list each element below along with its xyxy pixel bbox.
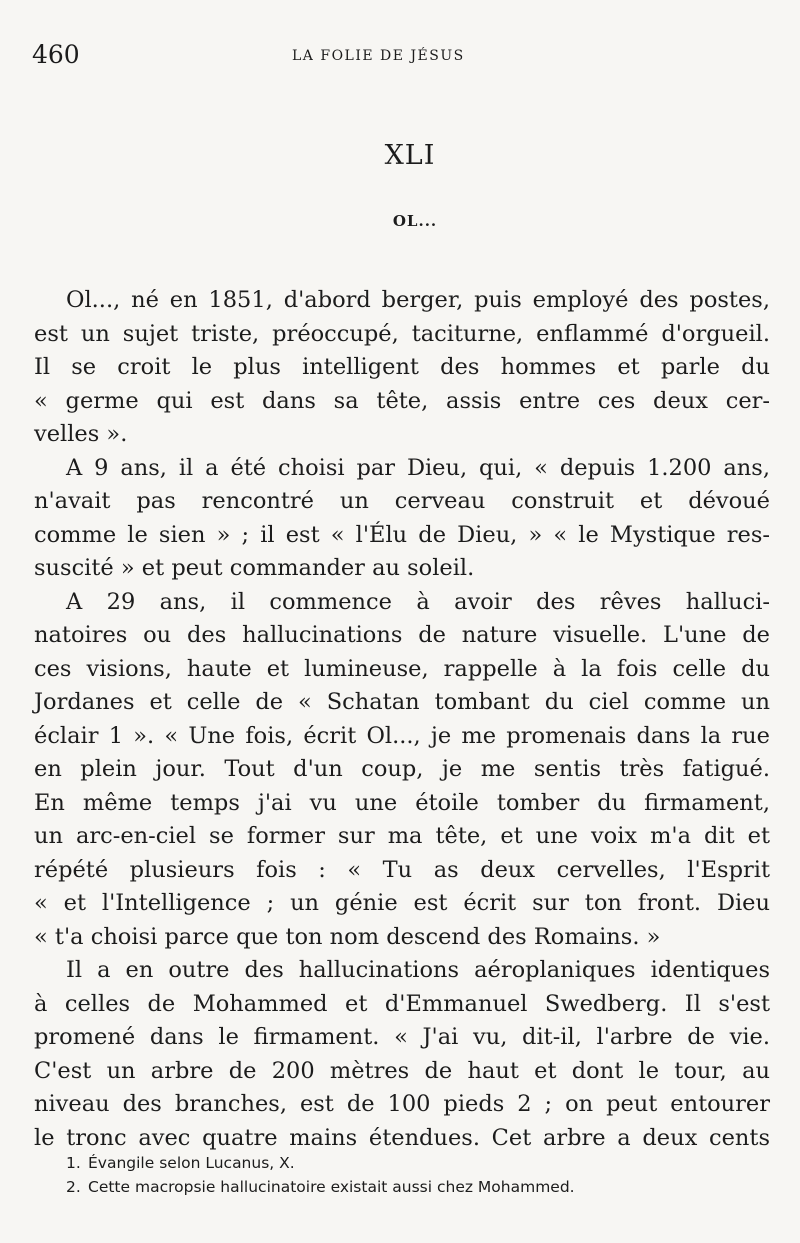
text-line: « t'a choisi parce que ton nom descend des Romains. » (34, 923, 661, 950)
chapter-title: OL... (392, 212, 438, 230)
text-line: niveau des branches, est de 100 pieds 2 ; on peut entourer (34, 1091, 770, 1117)
text-line: Ol..., né en 1851, d'abord berger, puis employé des postes, (66, 287, 770, 313)
text-line: est un sujet triste, préoccupé, taciturne, enflammé d'orgueil. (34, 320, 770, 347)
text-line: ces visions, haute et lumineuse, rappelle à la fois celle du (34, 655, 770, 682)
running-header (30, 40, 775, 72)
page-number: 460 (32, 40, 80, 69)
footnote (66, 1175, 766, 1199)
footnote-number: 2. (66, 1178, 81, 1196)
text-line: promené dans le firmament. « J'ai vu, dit-il, l'arbre de vie. (34, 1024, 770, 1050)
footnotes (66, 1151, 766, 1199)
footnote-text: Évangile selon Lucanus, X. (88, 1154, 295, 1172)
text-line: A 29 ans, il commence à avoir des rêves halluci- (66, 588, 770, 615)
text-line: comme le sien » ; il est « l'Élu de Dieu, » « le Mystique res- (34, 521, 770, 548)
text-line: éclair 1 ». « Une fois, écrit Ol..., je me promenais dans la rue (34, 722, 770, 749)
text-line: suscité » et peut commander au soleil. (34, 555, 475, 581)
text-line: natoires ou des hallucinations de nature visuelle. L'une de (34, 622, 770, 648)
text-line: à celles de Mohammed et d'Emmanuel Swedberg. Il s'est (34, 990, 770, 1017)
footnote-text: Cette macropsie hallucinatoire existait aussi chez Mohammed. (88, 1178, 575, 1196)
chapter-number: XLI (384, 140, 436, 171)
text-line: un arc-en-ciel se former sur ma tête, et une voix m'a dit et (34, 823, 770, 849)
text-line: « germe qui est dans sa tête, assis entre ces deux cer- (34, 387, 770, 414)
footnote-number: 1. (66, 1154, 81, 1172)
text-line: Il a en outre des hallucinations aéroplaniques identiques (66, 957, 770, 983)
running-title: LA FOLIE DE JÉSUS (292, 48, 465, 64)
text-line: En même temps j'ai vu une étoile tomber du firmament, (34, 789, 770, 816)
text-line: le tronc avec quatre mains étendues. Cet arbre a deux cents (34, 1124, 770, 1151)
text-line: A 9 ans, il a été choisi par Dieu, qui, « depuis 1.200 ans, (66, 454, 770, 481)
body-text (34, 284, 770, 1155)
text-line: C'est un arbre de 200 mètres de haut et dont le tour, au (34, 1057, 770, 1084)
text-line: velles ». (34, 421, 128, 447)
text-line: Jordanes et celle de « Schatan tombant du ciel comme un (34, 689, 770, 715)
text-line: répété plusieurs fois : « Tu as deux cervelles, l'Esprit (34, 856, 770, 883)
text-line: « et l'Intelligence ; un génie est écrit sur ton front. Dieu (34, 890, 770, 916)
text-line: n'avait pas rencontré un cerveau construit et dévoué (34, 488, 770, 514)
text-line: Il se croit le plus intelligent des hommes et parle du (34, 354, 770, 380)
footnote (66, 1151, 766, 1175)
text-line: en plein jour. Tout d'un coup, je me sentis très fatigué. (34, 756, 770, 782)
